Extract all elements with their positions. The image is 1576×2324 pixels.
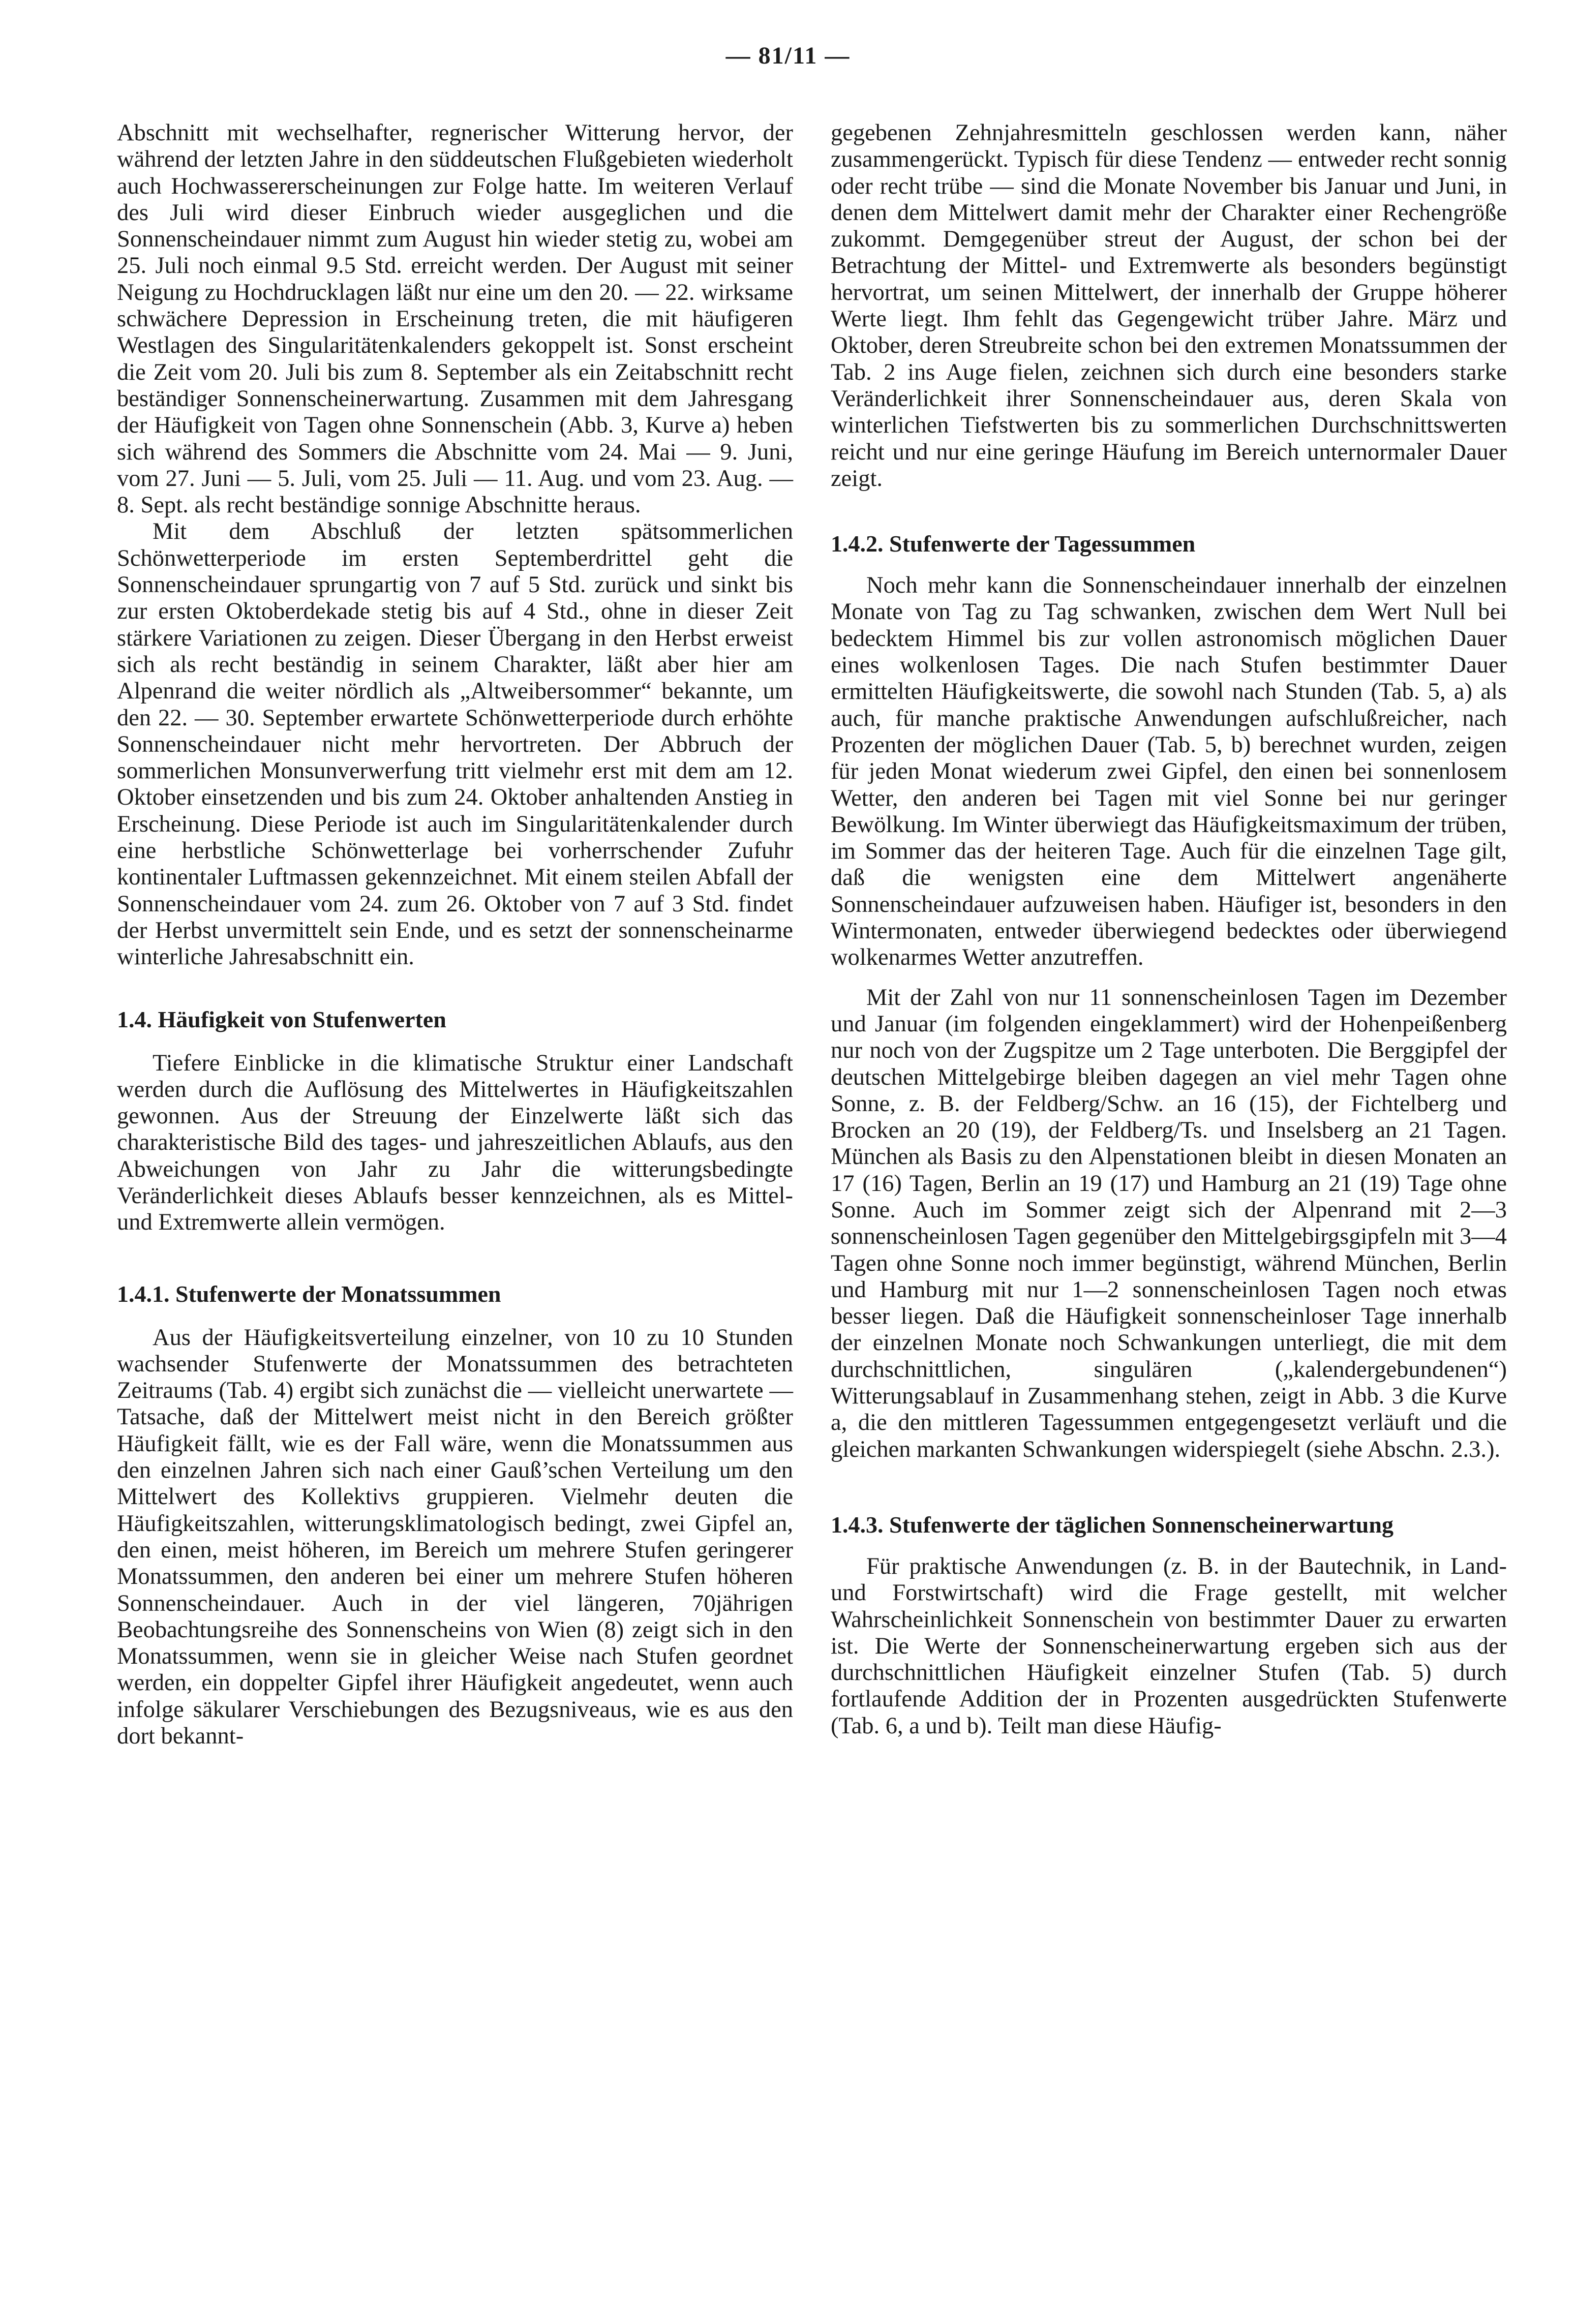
- section-heading: 1.4.2. Stufenwerte der Tagessummen: [831, 531, 1196, 557]
- paragraph: gegebenen Zehnjahresmitteln geschlossen werden kann, näher zusammengerückt. Typisch für diese Tendenz — entweder recht sonnig oder recht trübe — sind die Monate November bis Januar und Juni, in denen dem Mittelwert damit mehr der Charakter einer Rechengröße zukommt. Demgegenüber streut der August, der schon bei der Betrachtung der Mittel- und Extremwerte als besonders begünstigt hervortrat, um seinen Mittelwert, der innerhalb der Gruppe höherer Werte liegt. Ihm fehlt das Gegengewicht trüber Jahre. März und Oktober, deren Streubreite schon bei den extremen Monatssummen der Tab. 2 ins Auge fielen, zeichnen sich durch eine besonders starke Veränderlichkeit ihrer Sonnenscheindauer aus, deren Skala von winterlichen Tiefstwerten bis zu sommerlichen Durchschnittswerten reicht und nur eine geringe Häufung im Bereich unternormaler Dauer zeigt.: [831, 120, 1507, 492]
- paragraph: Aus der Häufigkeitsverteilung einzelner, von 10 zu 10 Stunden wachsender Stufenwerte der Monatssummen des betrachteten Zeitraums (Tab. 4) ergibt sich zunächst die — vielleicht unerwartete — Tatsache, daß der Mittelwert meist nicht in den Bereich größter Häufigkeit fällt, wie es der Fall wäre, wenn die Monatssummen aus den einzelnen Jahren sich nach einer Gauß’schen Verteilung um den Mittelwert des Kollektivs gruppieren. Vielmehr deuten die Häufigkeitszahlen, witterungsklimatologisch bedingt, zwei Gipfel an, den einen, meist höheren, im Bereich um mehrere Stufen geringerer Monatssummen, den anderen bei einer um mehrere Stufen höheren Sonnenscheindauer. Auch in der viel längeren, 70jährigen Beobachtungsreihe des Sonnenscheins von Wien (8) zeigt sich in den Monatssummen, wenn sie in gleicher Weise nach Stufen geordnet werden, ein doppelter Gipfel ihrer Häufigkeit angedeutet, wenn auch infolge säkularer Verschiebungen des Bezugsniveaus, wie es aus den dort bekannt-: [117, 1324, 793, 1750]
- section-heading: 1.4.3. Stufenwerte der täglichen Sonnenscheinerwartung: [831, 1511, 1393, 1538]
- paragraph: Abschnitt mit wechselhafter, regnerischer Witterung hervor, der während der letzten Jahre in den süddeutschen Flußgebieten wiederholt auch Hochwassererscheinungen zur Folge hatte. Im weiteren Verlauf des Juli wird dieser Einbruch wieder ausgeglichen und die Sonnenscheindauer nimmt zum August hin wieder stetig zu, wobei am 25. Juli noch einmal 9.5 Std. erreicht werden. Der August mit seiner Neigung zu Hochdrucklagen läßt nur eine um den 20. — 22. wirksame schwächere Depression in Erscheinung treten, die mit häufigeren Westlagen des Singularitätenkalenders gekoppelt ist. Sonst erscheint die Zeit vom 20. Juli bis zum 8. September als ein Zeitabschnitt recht beständiger Sonnenscheinerwartung. Zusammen mit dem Jahresgang der Häufigkeit von Tagen ohne Sonnenschein (Abb. 3, Kurve a) heben sich während des Sommers die Abschnitte vom 24. Mai — 9. Juni, vom 27. Juni — 5. Juli, vom 25. Juli — 11. Aug. und vom 23. Aug. — 8. Sept. als recht beständige sonnige Abschnitte heraus.: [117, 120, 793, 518]
- right-column: [831, 120, 1507, 1739]
- page-number: — 81/11 —: [725, 42, 851, 69]
- paragraph: Für praktische Anwendungen (z. B. in der Bautechnik, in Land- und Forstwirtschaft) wird die Frage gestellt, mit welcher Wahrscheinlichkeit Sonnenschein von bestimmter Dauer zu erwarten ist. Die Werte der Sonnenscheinerwartung ergeben sich aus der durchschnittlichen Häufigkeit einzelner Stufen (Tab. 5) durch fortlaufende Addition der in Prozenten ausgedrückten Stufenwerte (Tab. 6, a und b). Teilt man diese Häufig-: [831, 1553, 1507, 1739]
- section-heading: 1.4. Häufigkeit von Stufenwerten: [117, 1006, 446, 1032]
- paragraph: Noch mehr kann die Sonnenscheindauer innerhalb der einzelnen Monate von Tag zu Tag schwanken, zwischen dem Wert Null bei bedecktem Himmel bis zur vollen astronomisch möglichen Dauer eines wolkenlosen Tages. Die nach Stufen bestimmter Dauer ermittelten Häufigkeitswerte, die sowohl nach Stunden (Tab. 5, a) als auch, für manche praktische Anwendungen aufschlußreicher, nach Prozenten der möglichen Dauer (Tab. 5, b) berechnet wurden, zeigen für jeden Monat wiederum zwei Gipfel, den einen bei sonnenlosem Wetter, den anderen bei Tagen mit viel Sonne bei nur geringer Bewölkung. Im Winter überwiegt das Häufigkeitsmaximum der trüben, im Sommer das der heiteren Tage. Auch für die einzelnen Tage gilt, daß die wenigsten eine dem Mittelwert angenäherte Sonnenscheindauer aufzuweisen haben. Häufiger ist, besonders in den Wintermonaten, entweder überwiegend bedecktes oder überwiegend wolkenarmes Wetter anzutreffen.: [831, 572, 1507, 971]
- paragraph: Mit dem Abschluß der letzten spätsommerlichen Schönwetterperiode im ersten Septemberdrittel geht die Sonnenscheindauer sprungartig von 7 auf 5 Std. zurück und sinkt bis zur ersten Oktoberdekade stetig bis auf 4 Std., ohne in dieser Zeit stärkere Variationen zu zeigen. Dieser Übergang in den Herbst erweist sich als recht beständig in seinem Charakter, läßt aber hier am Alpenrand die weiter nördlich als „Altweibersommer“ bekannte, um den 22. — 30. September erwartete Schönwetterperiode durch erhöhte Sonnenscheindauer nicht mehr hervortreten. Der Abbruch der sommerlichen Monsunverwerfung tritt vielmehr erst mit dem am 12. Oktober einsetzenden und bis zum 24. Oktober anhaltenden Anstieg in Erscheinung. Diese Periode ist auch im Singularitätenkalender durch eine herbstliche Schönwetterlage bei vorherrschender Zufuhr kontinentaler Luftmassen gekennzeichnet. Mit einem steilen Abfall der Sonnenscheindauer vom 24. zum 26. Oktober von 7 auf 3 Std. findet der Herbst unvermittelt sein Ende, und es setzt der sonnenscheinarme winterliche Jahresabschnitt ein.: [117, 518, 793, 970]
- section-heading: 1.4.1. Stufenwerte der Monatssummen: [117, 1280, 501, 1307]
- left-column: [117, 120, 793, 1750]
- paragraph: Mit der Zahl von nur 11 sonnenscheinlosen Tagen im Dezember und Januar (im folgenden eingeklammert) wird der Hohenpeißenberg nur noch von der Zugspitze um 2 Tage unterboten. Die Berggipfel der deutschen Mittelgebirge bleiben dagegen an viel mehr Tagen ohne Sonne, z. B. der Feldberg/Schw. an 16 (15), der Fichtelberg und Brocken an 20 (19), der Feldberg/Ts. und Inselsberg an 21 Tagen. München als Basis zu den Alpenstationen bleibt in diesen Monaten an 17 (16) Tagen, Berlin an 19 (17) und Hamburg an 21 (19) Tage ohne Sonne. Auch im Sommer zeigt sich der Alpenrand mit 2—3 sonnenscheinlosen Tagen gegenüber den Mittelgebirgsgipfeln mit 3—4 Tagen ohne Sonne noch immer begünstigt, während München, Berlin und Hamburg mit nur 1—2 sonnenscheinlosen Tagen noch etwas besser liegen. Daß die Häufigkeit sonnenscheinloser Tage innerhalb der einzelnen Monate noch Schwankungen unterliegt, die mit dem durchschnittlichen, singulären („kalendergebundenen“) Witterungsablauf in Zusammenhang stehen, zeigt in Abb. 3 die Kurve a, die den mittleren Tagessummen entgegengesetzt verläuft und die gleichen markanten Schwankungen widerspiegelt (siehe Abschn. 2.3.).: [831, 984, 1507, 1462]
- paragraph: Tiefere Einblicke in die klimatische Struktur einer Landschaft werden durch die Auflösung des Mittelwertes in Häufigkeitszahlen gewonnen. Aus der Streuung der Einzelwerte läßt sich das charakteristische Bild des tages- und jahreszeitlichen Ablaufs, aus den Abweichungen von Jahr zu Jahr die witterungsbedingte Veränderlichkeit dieses Ablaufs besser kennzeichnen, als es Mittel- und Extremwerte allein vermögen.: [117, 1050, 793, 1236]
